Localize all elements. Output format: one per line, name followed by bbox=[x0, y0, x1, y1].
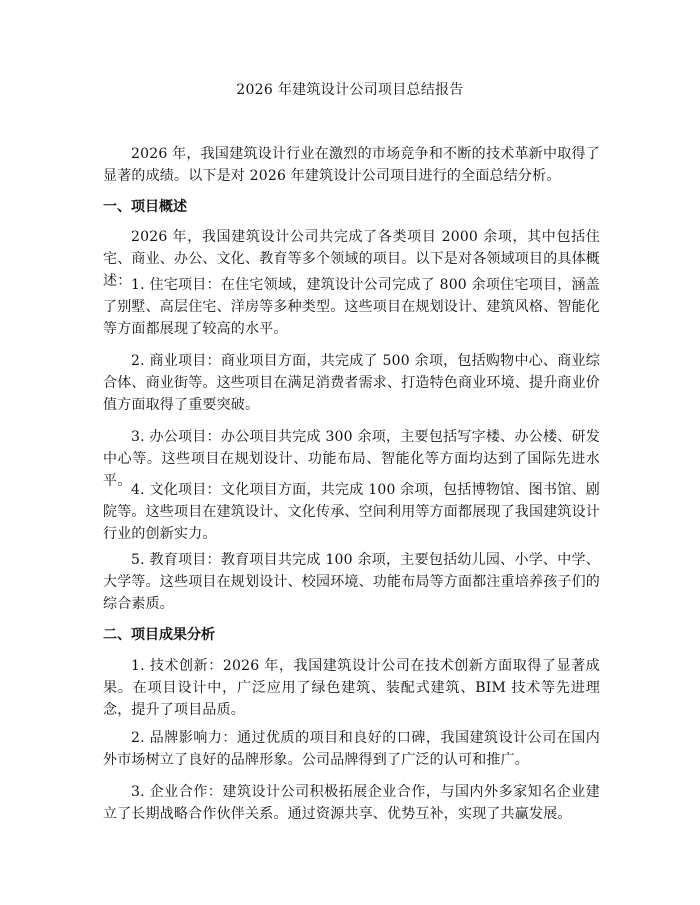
results-item-brand: 2. 品牌影响力：通过优质的项目和良好的口碑，我国建筑设计公司在国内外市场树立了良好的品牌形象。公司品牌得到了广泛的认可和推广。 bbox=[103, 730, 600, 768]
document-title: 2026 年建筑设计公司项目总结报告 bbox=[236, 82, 464, 98]
overview-item-residential: 1. 住宅项目：在住宅领域，建筑设计公司完成了 800 余项住宅项目，涵盖了别墅、高层住宅、洋房等多种类型。这些项目在规划设计、建筑风格、智能化等方面都展现了较高的水平。 bbox=[103, 277, 600, 337]
section-heading-overview: 一、项目概述 bbox=[103, 199, 187, 215]
overview-item-culture: 4. 文化项目：文化项目方面，共完成 100 余项，包括博物馆、图书馆、剧院等。这些项目在建筑设计、文化传承、空间利用等方面都展现了我国建筑设计行业的创新实力。 bbox=[103, 482, 600, 542]
overview-item-office: 3. 办公项目：办公项目共完成 300 余项，主要包括写字楼、办公楼、研发中心等。这些项目在规划设计、功能布局、智能化等方面均达到了国际先进水平。 bbox=[103, 429, 600, 489]
section-heading-results: 二、项目成果分析 bbox=[103, 627, 215, 643]
intro-paragraph: 2026 年，我国建筑设计行业在激烈的市场竞争和不断的技术革新中取得了显著的成绩。以下是对 2026 年建筑设计公司项目进行的全面总结分析。 bbox=[103, 146, 600, 184]
results-item-cooperation: 3. 企业合作：建筑设计公司积极拓展企业合作，与国内外多家知名企业建立了长期战略合作伙伴关系。通过资源共享、优势互补，实现了共赢发展。 bbox=[103, 784, 600, 822]
overview-item-commercial: 2. 商业项目：商业项目方面，共完成了 500 余项，包括购物中心、商业综合体、商业街等。这些项目在满足消费者需求、打造特色商业环境、提升商业价值方面取得了重要突破。 bbox=[103, 353, 600, 413]
results-item-innovation: 1. 技术创新：2026 年，我国建筑设计公司在技术创新方面取得了显著成果。在项目设计中，广泛应用了绿色建筑、装配式建筑、BIM 技术等先进理念，提升了项目品质。 bbox=[103, 658, 600, 718]
overview-item-education: 5. 教育项目：教育项目共完成 100 余项，主要包括幼儿园、小学、中学、大学等。这些项目在规划设计、校园环境、功能布局等方面都注重培养孩子们的综合素质。 bbox=[103, 552, 600, 612]
overview-intro-paragraph: 2026 年，我国建筑设计公司共完成了各类项目 2000 余项，其中包括住宅、商业、办公、文化、教育等多个领域的项目。以下是对各领域项目的具体概述： bbox=[103, 229, 600, 289]
